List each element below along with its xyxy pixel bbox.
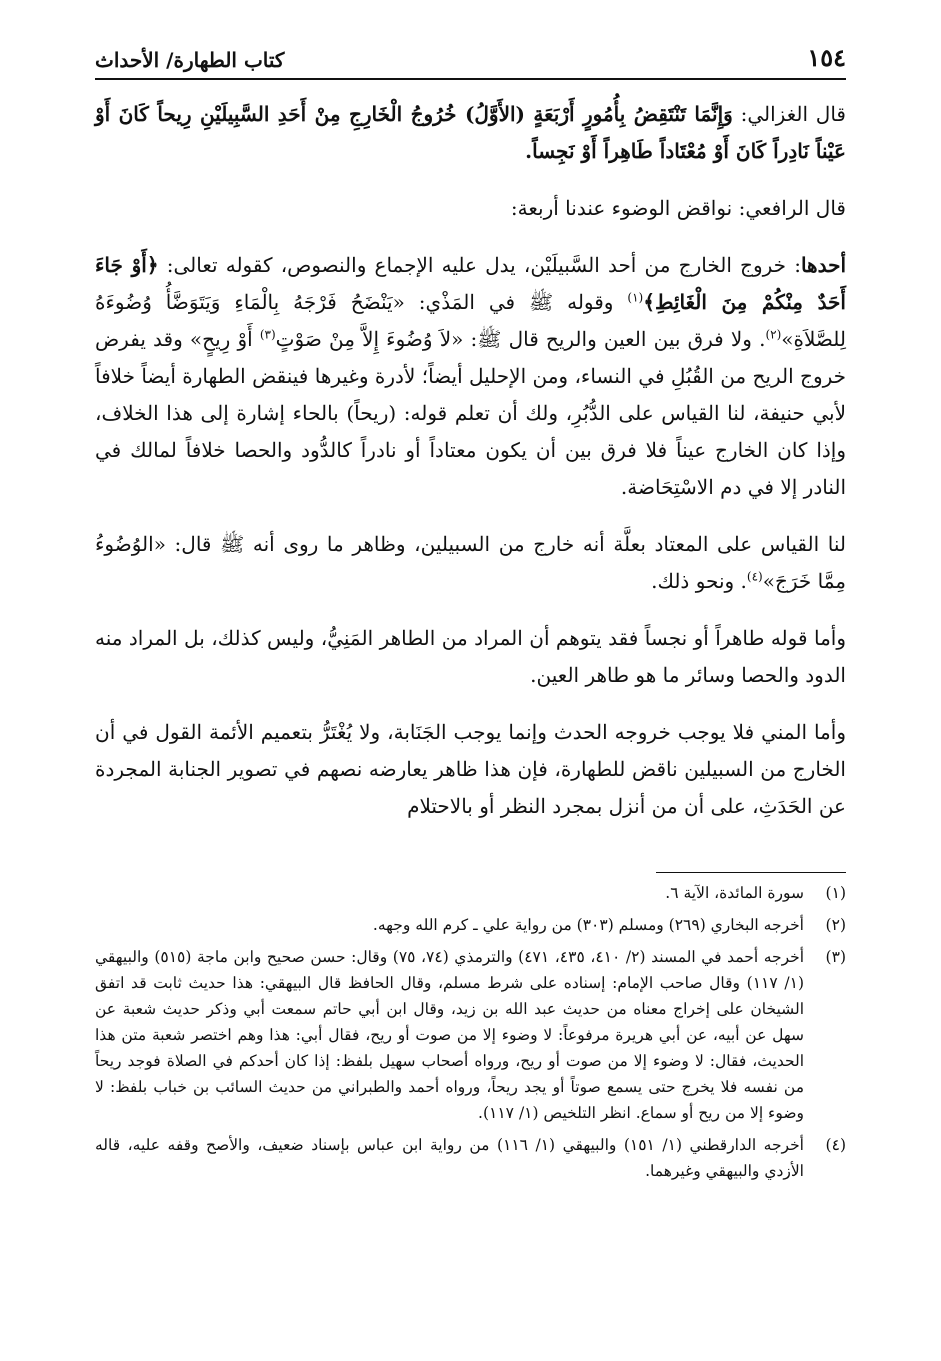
page-number: ١٥٤ bbox=[807, 43, 846, 72]
footnote-ref-2[interactable]: (٢) bbox=[765, 327, 782, 342]
mani-paragraph: وأما المني فلا يوجب خروجه الحدث وإنما يوجب الجَنَابة، ولا يُغْتَرُّ بتعميم الأئمة القول في أن الخارج من السبيلين ناقض للطهارة، فإن هذا ظاهر يعارضه نصهم في تصوير الجنابة المجردة عن الحَدَثِ، على أن من أنزل بمجرد النظر أو بالاحتلام bbox=[95, 720, 846, 818]
main-text bbox=[95, 96, 846, 845]
quran-verse: ﴿أَوْ جَاءَ أَحَدٌ مِنْكُمْ مِنَ الْغَائِطِ﴾ bbox=[95, 253, 846, 314]
footnote-text: أخرجه الدارقطني (١/ ١٥١) والبيهقي (١/ ١١٦) من رواية ابن عباس بإسناد ضعيف، والأصح وقفه عليه، قاله الأزدي والبيهقي وغيرهما. bbox=[95, 1136, 804, 1180]
ghazali-paragraph bbox=[95, 96, 846, 170]
footnote bbox=[95, 944, 846, 1126]
footnote-number: (٤) bbox=[825, 1136, 846, 1154]
rafii-intro: قال الرافعي: نواقض الوضوء عندنا أربعة: bbox=[510, 196, 846, 220]
footnote-number: (٣) bbox=[825, 948, 846, 966]
first-text-c: . ولا فرق بين العين والريح قال ﷺ: «لاَ وُضُوءَ إِلاَّ مِنْ صَوْتٍ bbox=[275, 327, 766, 351]
running-title: كتاب الطهارة/ الأحداث bbox=[95, 48, 285, 72]
footnote bbox=[95, 912, 846, 938]
analogy-paragraph bbox=[95, 526, 846, 600]
first-nullifier-paragraph bbox=[95, 247, 846, 506]
footnote-text: أخرجه البخاري (٢٦٩) ومسلم (٣٠٣) من رواية علي ـ كرم الله وجهه. bbox=[372, 916, 804, 934]
first-text-d: أَوْ رِيحٍ» وقد يفرض خروج الريح من القُبُلِ في النساء، ومن الإحليل أيضاً؛ لأدرة وغيرها فينقض الطهارة أيضاً خلافاً لأبي حنيفة، لنا القياس على الدُّبُرِ، ولك أن تعلم قوله: (ريحاً) بالحاء إشارة إلى هذا الخلاف، وإذا كان الخارج عيناً فلا فرق بين أن يكون معتاداً أو نادراً كالدُّود والحصا خلافاً لمالك في النادر إلا في دم الاسْتِحَاضة. bbox=[95, 327, 846, 499]
page-header bbox=[95, 40, 846, 80]
footnote-number: (٢) bbox=[825, 916, 846, 934]
ghazali-quote: وَإِنَّمَا تَنْتَقِضُ بِأُمُورٍ أَرْبَعَةٍ (الأَوَّلُ) خُرُوجُ الْخَارِجِ مِنْ أَحَدِ السَّبِيلَيْنِ رِيحاً كَانَ أَوْ عَيْناً نَادِراً كَانَ أَوْ مُعْتَاداً طَاهِراً أَوْ نَجِساً. bbox=[95, 102, 846, 163]
footnote-ref-3[interactable]: (٣) bbox=[259, 327, 276, 342]
analogy-text-a: لنا القياس على المعتاد بعلَّة أنه خارج من السبيلين، وظاهر ما روى أنه ﷺ قال: «الوُضُوءُ مِمَّا خَرَجَ» bbox=[95, 532, 846, 593]
footnote bbox=[95, 1132, 846, 1184]
footnote-number: (١) bbox=[825, 884, 846, 902]
footnote-text: سورة المائدة، الآية ٦. bbox=[665, 884, 804, 902]
first-text-b: وقوله ﷺ في المَذْي: «يَنْضَحُ فَرْجَهُ بِالْمَاءِ وَيَتَوَضَّأُ وُضُوءَهُ لِلصَّلاَةِ» bbox=[95, 290, 846, 351]
footnote-ref-1[interactable]: (١) bbox=[627, 290, 644, 305]
first-text-a: : خروج الخارج من أحد السَّبيلَيْن، يدل عليه الإجماع والنصوص، كقوله تعالى: bbox=[158, 253, 801, 277]
first-lead: أحدها bbox=[800, 253, 846, 277]
footnote bbox=[95, 880, 846, 906]
footnote-ref-4[interactable]: (٤) bbox=[746, 569, 763, 584]
footnote-divider bbox=[656, 872, 846, 873]
analogy-text-b: . ونحو ذلك. bbox=[651, 569, 747, 593]
footnote-text: أخرجه أحمد في المسند (٢/ ٤١٠، ٤٣٥، ٤٧١) والترمذي (٧٤، ٧٥) وقال: حسن صحيح وابن ماجة (٥١٥) والبيهقي (١/ ١١٧) وقال صاحب الإمام: إسناده على شرط مسلم، وقال الحافظ قال البيهقي: هذا حديث ثابت قد اتفق الشيخان على إخراج معناه من حديث عبد الله بن زيد، وقال ابن أبي حاتم سمعت أبي وذكر حديث شعبة عن سهل عن أبيه، عن أبي هريرة مرفوعاً: لا وضوء إلا من صوت أو ريح، فقال أبي: هذا وهم اختصر شعبة متن هذا الحديث، فقال: لا وضوء إلا من صوت أو ريح، ورواه أصحاب سهيل بلفظ: إذا كان أحدكم في الصلاة فوجد ريحاً من نفسه فلا يخرج حتى يسمع صوتاً أو يجد ريحاً، ورواه أحمد والطبراني من حديث السائب بن خباب بلفظ: لا وضوء إلا من ريح أو سماع. انظر التلخيص (١/ ١١٧). bbox=[95, 948, 805, 1122]
pure-impure-paragraph: وأما قوله طاهراً أو نجساً فقد يتوهم أن المراد من الطاهر المَنِيُّ، وليس كذلك، بل المراد منه الدود والحصا وسائر ما هو طاهر العين. bbox=[95, 626, 846, 687]
ghazali-label: قال الغزالي: bbox=[732, 102, 846, 126]
footnotes bbox=[95, 880, 846, 1190]
